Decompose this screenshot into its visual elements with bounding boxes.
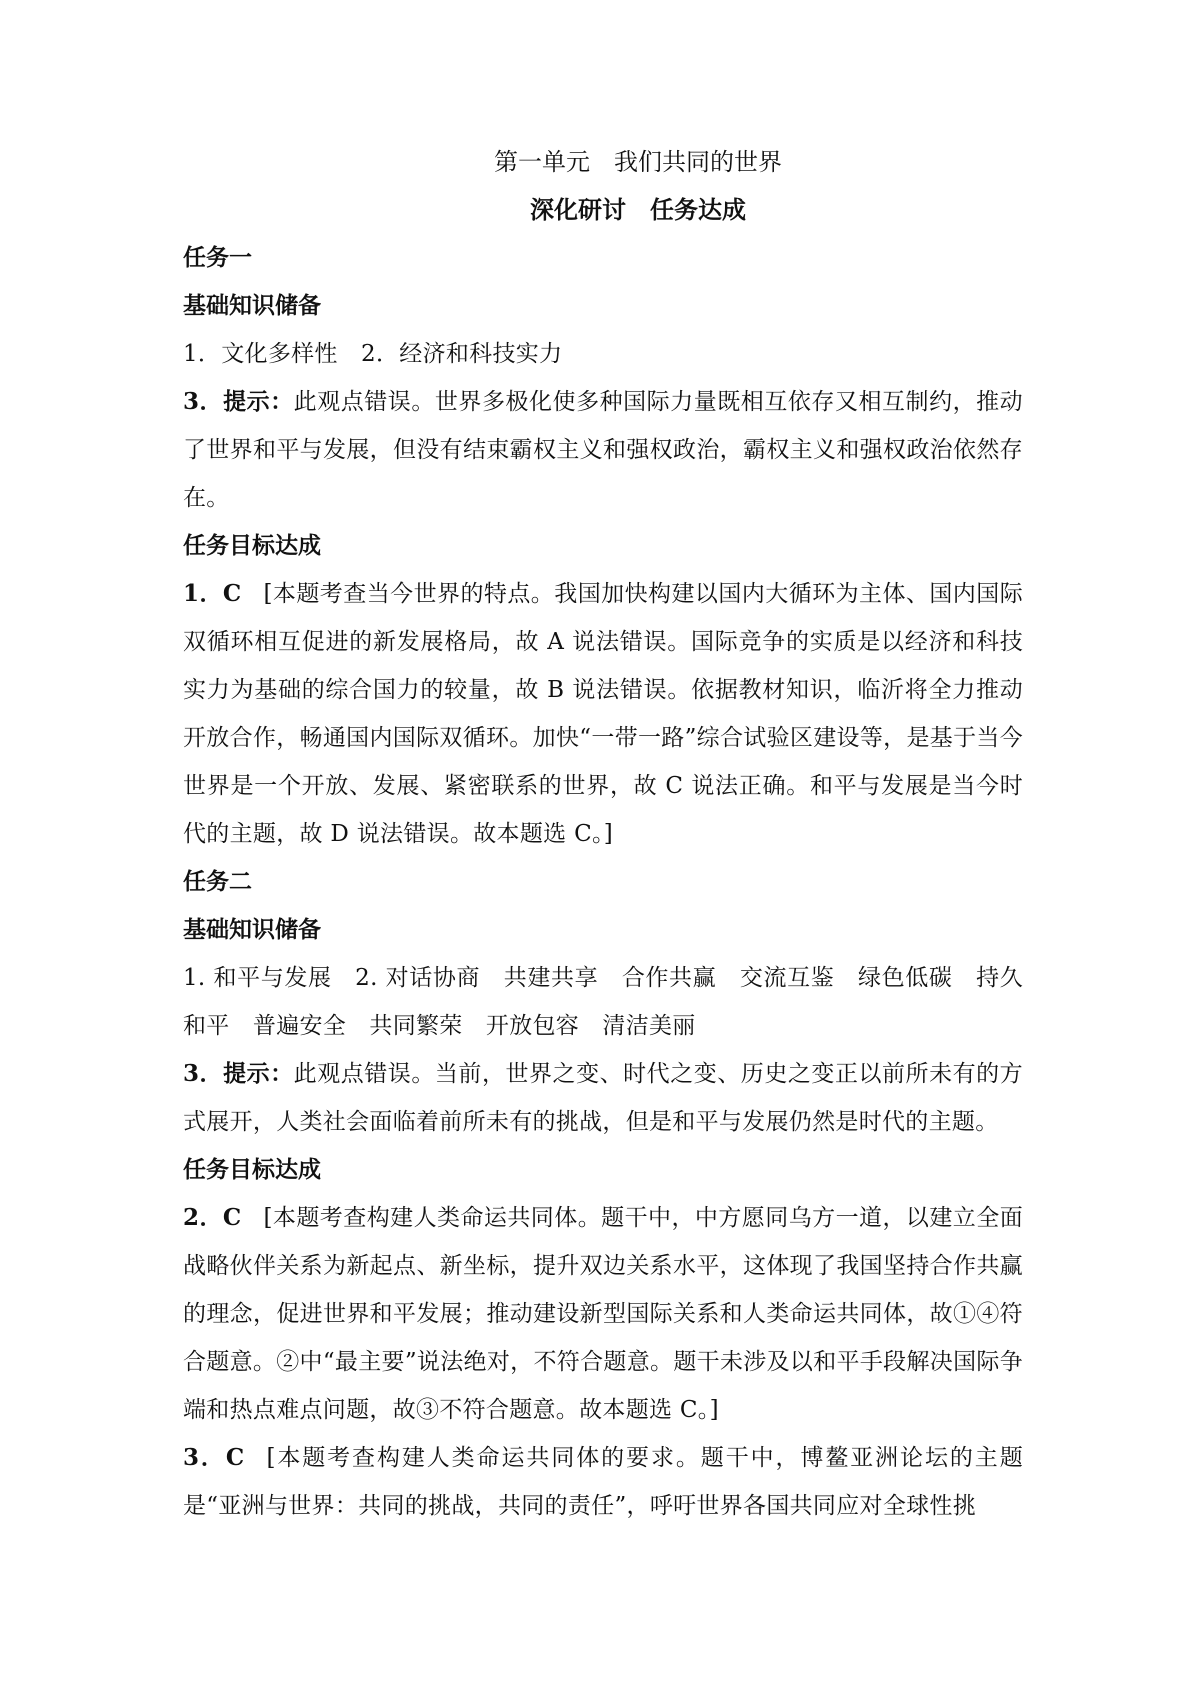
task1-tip-text: 此观点错误。世界多极化使多种国际力量既相互依存又相互制约，推动了世界和平与发展，但没有结束霸权主义和强权政治，霸权主义和强权政治依然存在。 [183,389,1023,511]
document-page [183,138,1023,1530]
task2-goal-heading: 任务目标达成 [183,1157,321,1183]
task1-basic-answers: 1．文化多样性 2．经济和科技实力 [183,341,563,367]
question1-answer-label: 1．C [183,580,242,607]
task1-heading: 任务一 [183,245,252,271]
question2-answer-label: 2．C [183,1204,242,1231]
task2-tip-text: 此观点错误。当前，世界之变、时代之变、历史之变正以前所未有的方式展开，人类社会面临着前所未有的挑战，但是和平与发展仍然是时代的主题。 [183,1061,1023,1135]
question2-explanation: [本题考查构建人类命运共同体。题干中，中方愿同乌方一道，以建立全面战略伙伴关系为新起点、新坐标，提升双边关系水平，这体现了我国坚持合作共赢的理念，促进世界和平发展；推动建设新型国际关系和人类命运共同体，故①④符合题意。②中“最主要”说法绝对，不符合题意。题干未涉及以和平手段解决国际争端和热点难点问题，故③不符合题意。故本题选 C。] [183,1205,1023,1423]
task2-question2 [183,1194,1023,1434]
question1-explanation: [本题考查当今世界的特点。我国加快构建以国内大循环为主体、国内国际双循环相互促进的新发展格局，故 A 说法错误。国际竞争的实质是以经济和科技实力为基础的综合国力的较量，故 B 说法错误。依据教材知识，临沂将全力推动开放合作，畅通国内国际双循环。加快“一带一路”综合试验区建设等，是基于当今世界是一个开放、发展、紧密联系的世界，故 C 说法正确。和平与发展是当今时代的主题，故 D 说法错误。故本题选 C。] [183,581,1023,847]
task1-tip-paragraph [183,378,1023,522]
task2-basic-answers: 1. 和平与发展 2. 对话协商 共建共享 合作共赢 交流互鉴 绿色低碳 持久和平 普遍安全 共同繁荣 开放包容 清洁美丽 [183,965,1023,1039]
task2-heading: 任务二 [183,869,252,895]
task1-goal-heading: 任务目标达成 [183,533,321,559]
task2-basic-heading: 基础知识储备 [183,917,321,943]
task2-tip-paragraph [183,1050,1023,1146]
section-subtitle: 深化研讨 任务达成 [530,196,746,224]
unit-title: 第一单元 我们共同的世界 [494,148,782,176]
question3-explanation: [本题考查构建人类命运共同体的要求。题干中，博鳌亚洲论坛的主题是“亚洲与世界：共同的挑战，共同的责任”，呼吁世界各国共同应对全球性挑 [183,1445,1023,1519]
task1-basic-heading: 基础知识储备 [183,293,321,319]
task1-question1 [183,570,1023,858]
task2-tip-label: 3．提示： [183,1060,294,1087]
question3-answer-label: 3．C [183,1444,245,1471]
task2-question3 [183,1434,1023,1530]
task1-tip-label: 3．提示： [183,388,294,415]
